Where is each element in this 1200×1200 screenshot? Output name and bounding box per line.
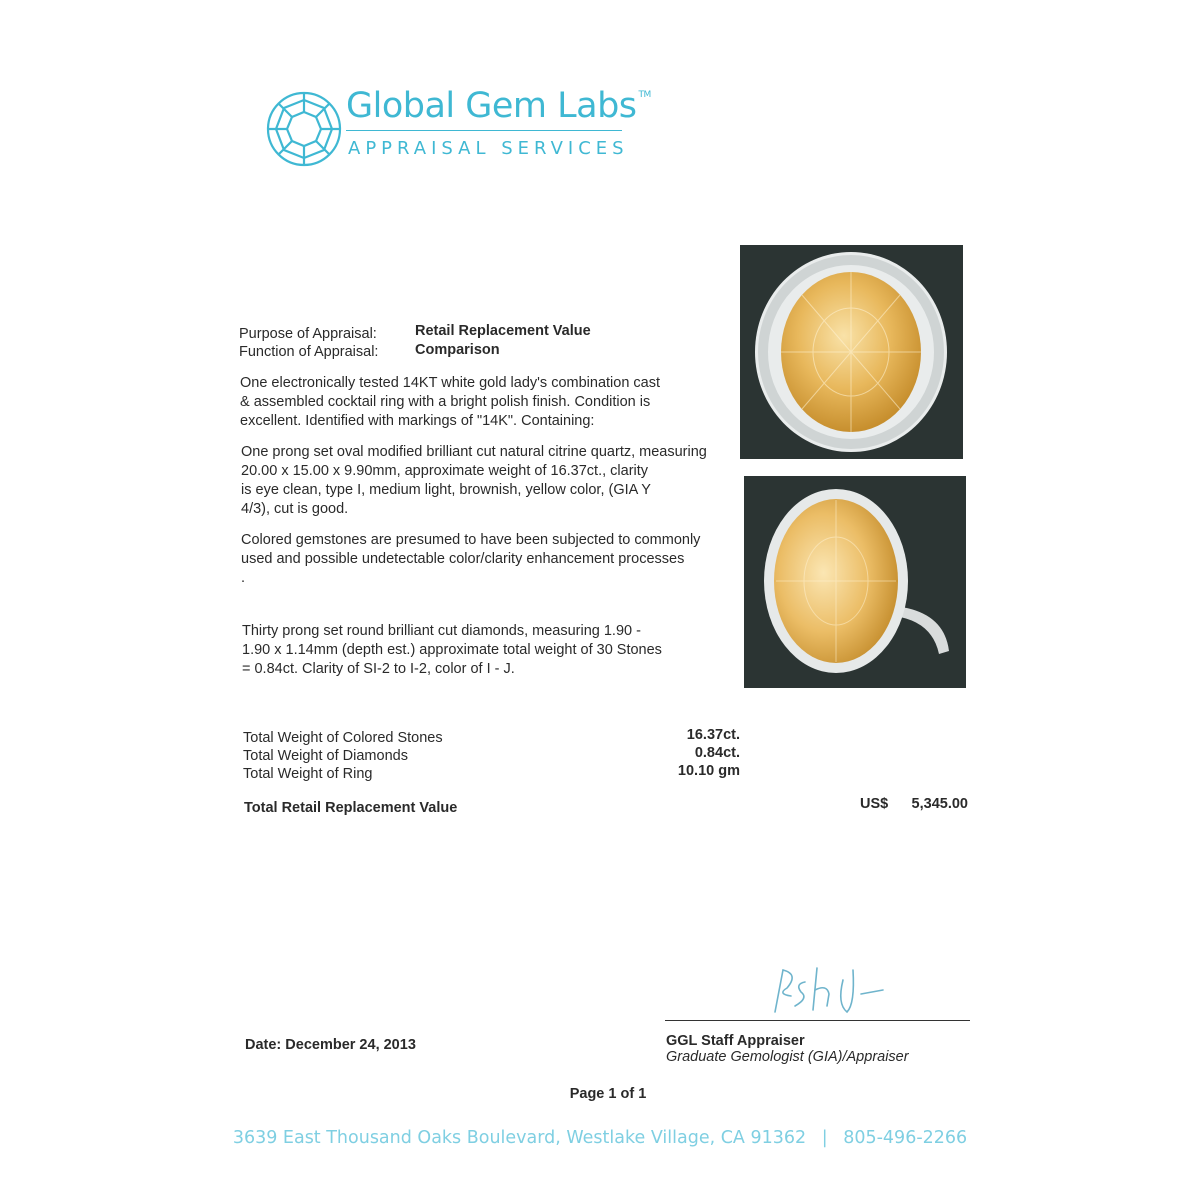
ring-side-illustration bbox=[744, 476, 966, 688]
footer-address: 3639 East Thousand Oaks Boulevard, Westlake Village, CA 91362 bbox=[232, 1128, 807, 1148]
logo-divider bbox=[346, 130, 622, 131]
text-line: One prong set oval modified brilliant cut natural citrine quartz, measuring bbox=[241, 444, 707, 460]
purpose-label: Purpose of Appraisal: bbox=[239, 326, 377, 342]
text-line: is eye clean, type I, medium light, brownish, yellow color, (GIA Y bbox=[241, 482, 651, 498]
text-line: One electronically tested 14KT white gold lady's combination cast bbox=[240, 375, 661, 391]
signature-line bbox=[665, 1020, 970, 1021]
text-line: . bbox=[241, 570, 246, 586]
citrine-paragraph bbox=[241, 443, 707, 519]
purpose-value: Retail Replacement Value bbox=[415, 323, 591, 339]
footer-separator: | bbox=[821, 1128, 828, 1148]
total-value: 0.84ct. bbox=[694, 745, 740, 761]
appraiser-credential: Graduate Gemologist (GIA)/Appraiser bbox=[666, 1049, 909, 1065]
footer-phone: 805-496-2266 bbox=[843, 1128, 968, 1148]
total-label: Total Weight of Ring bbox=[243, 766, 373, 782]
enhancement-paragraph bbox=[241, 531, 700, 588]
company-name: Global Gem Labs ™ bbox=[346, 86, 651, 126]
company-subtitle: APPRAISAL SERVICES bbox=[348, 138, 629, 159]
ring-top-illustration bbox=[740, 245, 963, 459]
appraiser-signature bbox=[765, 960, 895, 1020]
page-number: Page 1 of 1 bbox=[569, 1086, 647, 1102]
text-line: 1.90 x 1.14mm (depth est.) approximate total weight of 30 Stones bbox=[242, 642, 662, 658]
total-label: Total Weight of Diamonds bbox=[243, 748, 408, 764]
ring-photo-top bbox=[740, 245, 963, 459]
text-line: 20.00 x 15.00 x 9.90mm, approximate weight of 16.37ct., clarity bbox=[241, 463, 649, 479]
ring-photo-side bbox=[744, 476, 966, 688]
text-line: Colored gemstones are presumed to have been subjected to commonly bbox=[241, 532, 701, 548]
function-value: Comparison bbox=[415, 342, 500, 358]
text-line: used and possible undetectable color/clarity enhancement processes bbox=[241, 551, 685, 567]
text-line: = 0.84ct. Clarity of SI-2 to I-2, color of I - J. bbox=[242, 661, 515, 677]
gem-logo-icon bbox=[265, 90, 343, 168]
total-label: Total Weight of Colored Stones bbox=[243, 730, 443, 746]
trademark-mark: TM bbox=[638, 90, 651, 100]
description-paragraph bbox=[240, 374, 660, 431]
text-line: Thirty prong set round brilliant cut diamonds, measuring 1.90 - bbox=[242, 623, 641, 639]
diamonds-paragraph bbox=[242, 622, 662, 679]
text-line: excellent. Identified with markings of "14K". Containing: bbox=[240, 413, 595, 429]
total-value: 16.37ct. bbox=[686, 727, 740, 743]
retail-currency: US$ bbox=[860, 796, 889, 812]
text-line: & assembled cocktail ring with a bright polish finish. Condition is bbox=[240, 394, 651, 410]
footer-address-line bbox=[0, 1128, 1200, 1148]
text-line: 4/3), cut is good. bbox=[241, 501, 349, 517]
retail-value-label: Total Retail Replacement Value bbox=[244, 800, 458, 816]
appraiser-title: GGL Staff Appraiser bbox=[666, 1033, 805, 1049]
function-label: Function of Appraisal: bbox=[239, 344, 379, 360]
retail-amount: 5,345.00 bbox=[911, 796, 968, 812]
appraisal-date: Date: December 24, 2013 bbox=[245, 1037, 416, 1053]
total-value: 10.10 gm bbox=[677, 763, 740, 779]
